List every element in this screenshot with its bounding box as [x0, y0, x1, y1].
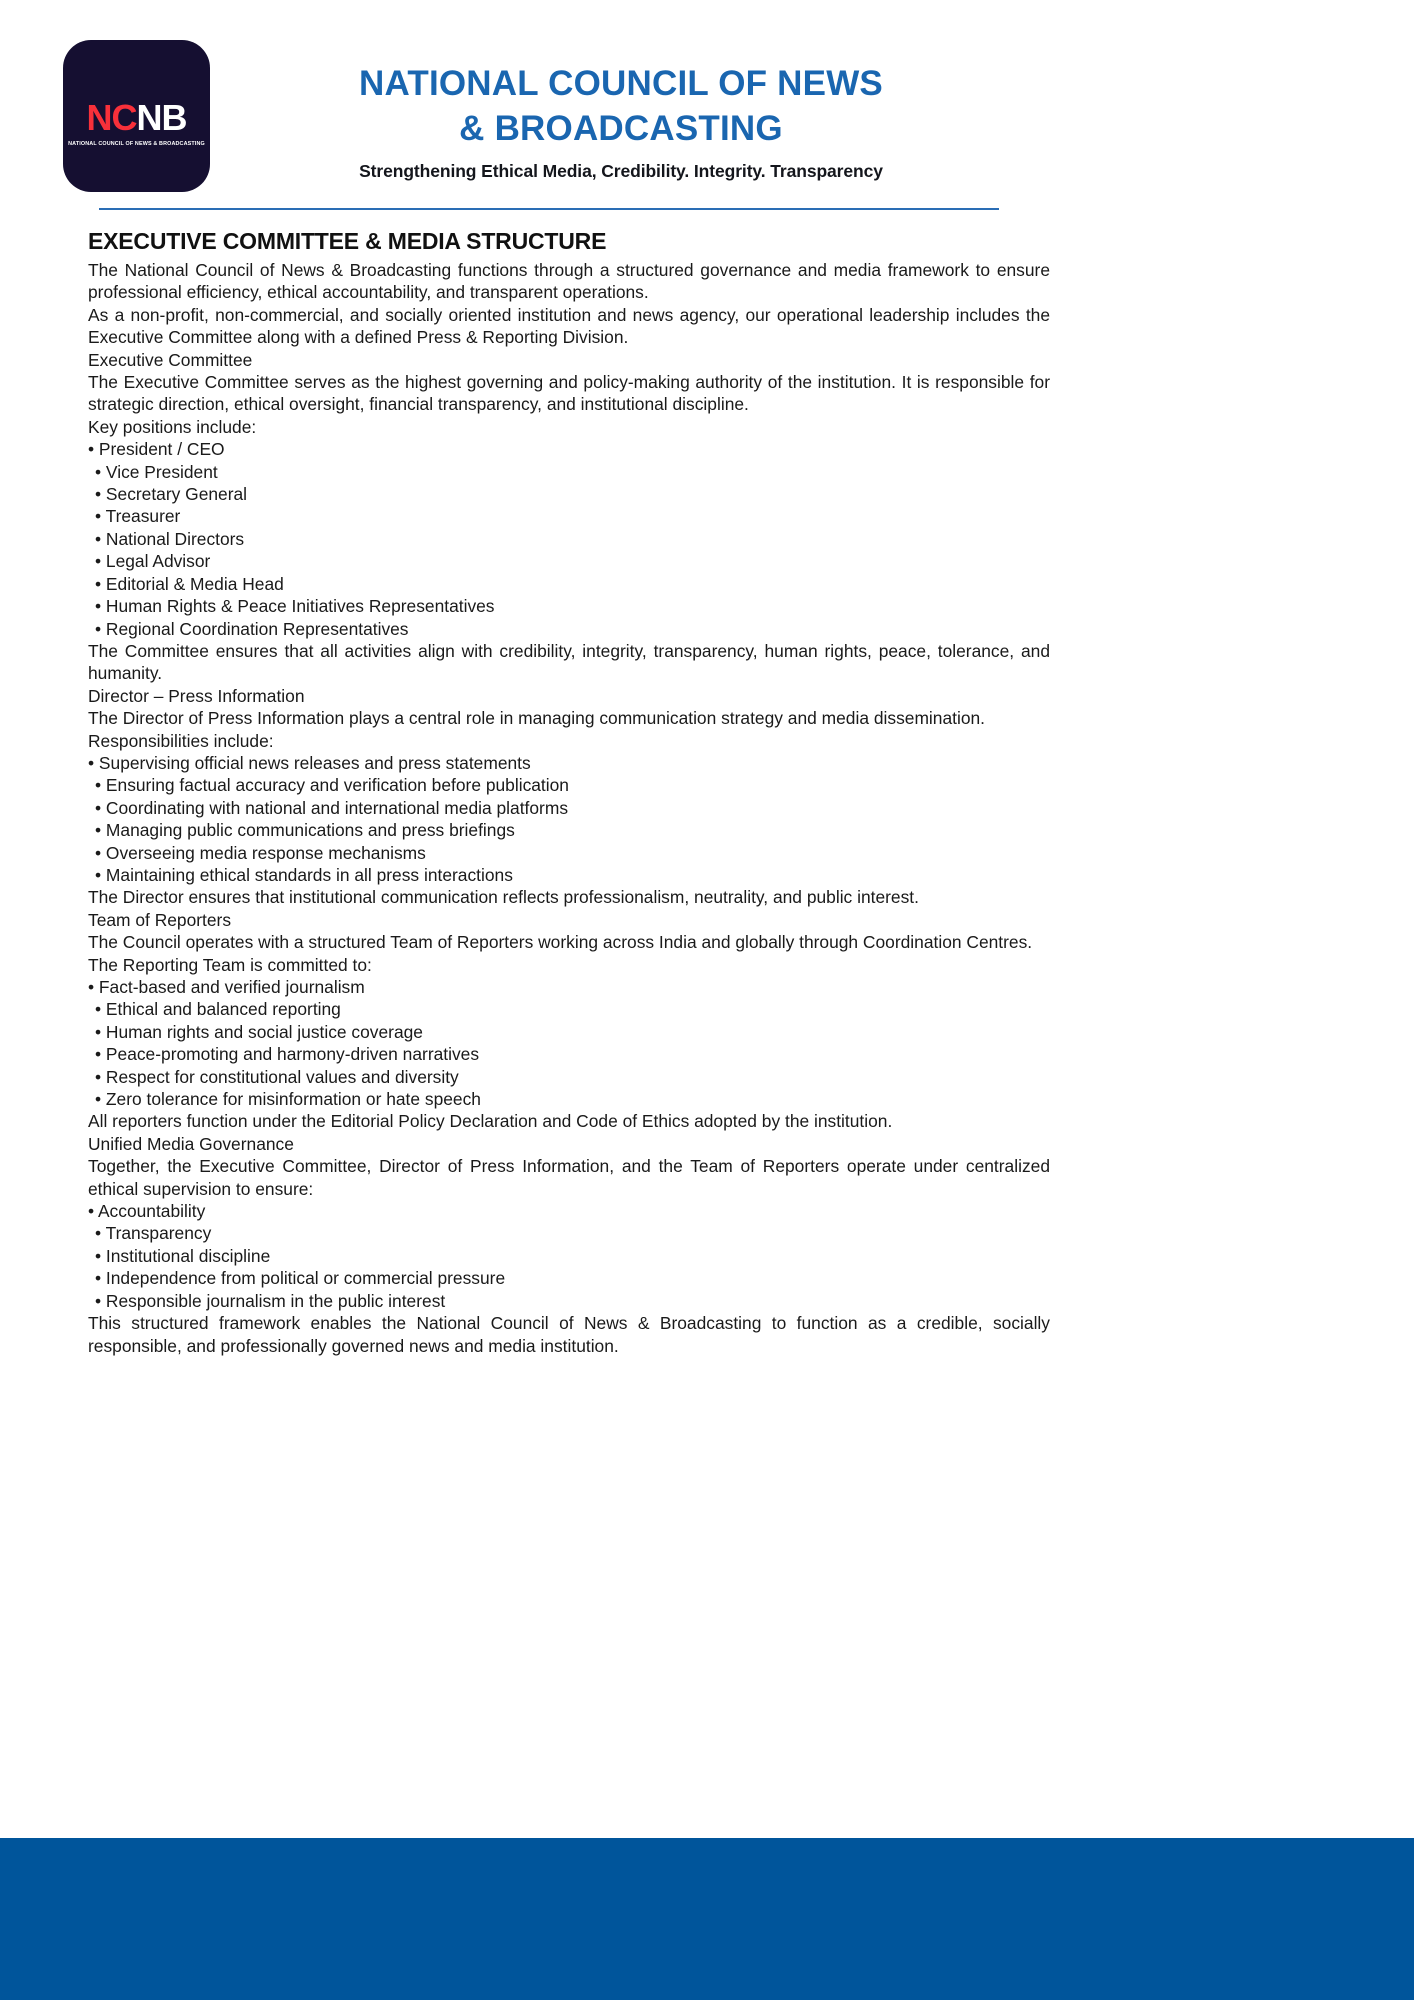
list-item: • Secretary General — [95, 484, 248, 505]
section-1-list-intro: Key positions include: — [88, 416, 257, 437]
list-item: • Legal Advisor — [95, 551, 211, 572]
list-item: • Zero tolerance for misinformation or hate speech — [95, 1089, 481, 1110]
list-item: • Responsible journalism in the public interest — [95, 1290, 446, 1311]
list-item: • Coordinating with national and international media platforms — [95, 797, 569, 818]
section-2-title: Director – Press Information — [88, 685, 305, 706]
section-4-title: Unified Media Governance — [88, 1133, 294, 1154]
intro-paragraph-2: As a non-profit, non-commercial, and socially oriented institution and news agency, our operational leadership includes the Executive Committee along with a defined Press & Reporting Division. — [88, 304, 1050, 348]
section-3-closing: All reporters function under the Editorial Policy Declaration and Code of Ethics adopted by the institution. — [88, 1111, 893, 1132]
logo-wordmark — [63, 97, 210, 138]
list-item: • Fact-based and verified journalism — [88, 977, 365, 997]
list-item: • Editorial & Media Head — [95, 573, 284, 594]
section-4-closing: This structured framework enables the National Council of News & Broadcasting to function as a credible, socially responsible, and professionally governed news and media institution. — [88, 1313, 1050, 1356]
brand-tagline: Strengthening Ethical Media, Credibility. Integrity. Transparency — [359, 160, 883, 181]
list-item: • Vice President — [95, 461, 218, 482]
brand-block — [216, 62, 1026, 182]
list-item: • Accountability — [88, 1201, 206, 1222]
list-item: • National Directors — [95, 528, 245, 549]
list-item: • Ethical and balanced reporting — [95, 999, 341, 1020]
section-2-list-intro: Responsibilities include: — [88, 730, 274, 751]
list-item: • Overseeing media response mechanisms — [95, 842, 426, 863]
brand-title — [216, 62, 1026, 152]
section-1-closing: The Committee ensures that all activities align with credibility, integrity, transparency, human rights, peace, tolerance, and humanity. — [88, 640, 1050, 684]
brand-title-line-2: & BROADCASTING — [459, 108, 783, 148]
section-1-body: The Executive Committee serves as the highest governing and policy-making authority of the institution. It is responsible for strategic direction, ethical oversight, financial transparency, and institutional discipline. — [88, 372, 1050, 415]
document-body — [88, 228, 1050, 1357]
section-3-title: Team of Reporters — [88, 909, 232, 930]
logo-mark-secondary: NB — [136, 97, 187, 138]
ncnb-logo — [63, 40, 210, 192]
brand-title-line-1: NATIONAL COUNCIL OF NEWS — [359, 64, 883, 103]
list-item: • Treasurer — [95, 506, 181, 527]
footer-band — [0, 1838, 1414, 2000]
section-3-body: The Council operates with a structured Team of Reporters working across India and globally through Coordination Centres. — [88, 932, 1033, 953]
list-item: • Ensuring factual accuracy and verification before publication — [95, 775, 569, 796]
list-item: • Transparency — [95, 1223, 212, 1244]
section-1-title: Executive Committee — [88, 349, 253, 370]
page-header — [0, 0, 1414, 215]
list-item: • Maintaining ethical standards in all press interactions — [95, 864, 513, 885]
list-item: • Human rights and social justice coverage — [95, 1021, 423, 1042]
list-item: • Respect for constitutional values and diversity — [95, 1066, 459, 1087]
list-item: • Supervising official news releases and press statements — [88, 752, 531, 773]
list-item: • Managing public communications and press briefings — [95, 820, 515, 841]
page-title: EXECUTIVE COMMITTEE & MEDIA STRUCTURE — [88, 228, 607, 254]
logo-mark-primary: NC — [86, 97, 137, 138]
list-item: • Institutional discipline — [95, 1245, 271, 1266]
section-4-body: Together, the Executive Committee, Director of Press Information, and the Team of Reporters operate under centralized ethical supervision to ensure: — [88, 1156, 1050, 1199]
list-item: • Human Rights & Peace Initiatives Representatives — [95, 596, 495, 617]
section-2-closing: The Director ensures that institutional communication reflects professionalism, neutrality, and public interest. — [88, 887, 919, 908]
section-2-body: The Director of Press Information plays a central role in managing communication strategy and media dissemination. — [88, 708, 986, 729]
intro-paragraph-1: The National Council of News & Broadcasting functions through a structured governance and media framework to ensure professional efficiency, ethical accountability, and transparent operations. — [88, 260, 1050, 303]
list-item: • Peace-promoting and harmony-driven narratives — [95, 1044, 480, 1065]
list-item: • President / CEO — [88, 439, 225, 460]
logo-subtext: NATIONAL COUNCIL OF NEWS & BROADCASTING — [68, 141, 205, 147]
list-item: • Independence from political or commercial pressure — [95, 1268, 506, 1289]
section-3-list-intro: The Reporting Team is committed to: — [88, 954, 372, 975]
list-item: • Regional Coordination Representatives — [95, 618, 409, 639]
header-divider — [99, 208, 999, 210]
